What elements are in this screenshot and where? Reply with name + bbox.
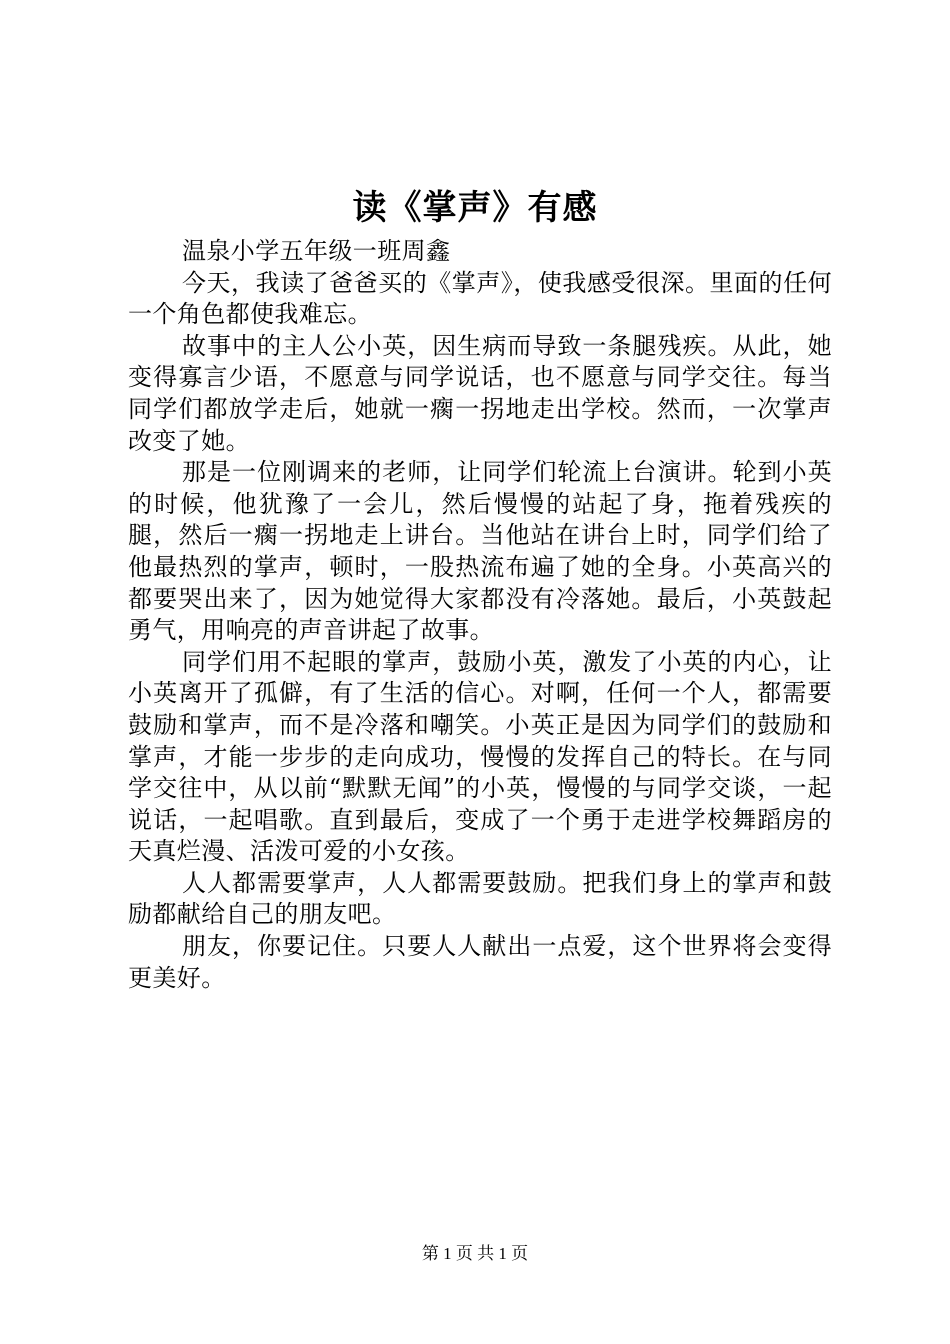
- paragraph-3: 那是一位刚调来的老师，让同学们轮流上台演讲。轮到小英的时候，他犹豫了一会儿，然后慢慢的站起了身，拖着残疾的腿，然后一瘸一拐地走上讲台。当他站在讲台上时，同学们给了他最热烈的掌声，顿时，一股热流布遍了她的全身。小英高兴的都要哭出来了，因为她觉得大家都没有冷落她。最后，小英鼓起勇气，用响亮的声音讲起了故事。: [128, 458, 832, 645]
- paragraph-5: 人人都需要掌声，人人都需要鼓励。把我们身上的掌声和鼓励都献给自己的朋友吧。: [128, 868, 832, 929]
- paragraph-6: 朋友，你要记住。只要人人献出一点爱，这个世界将会变得更美好。: [128, 932, 832, 992]
- paragraph-4: 同学们用不起眼的掌声，鼓励小英，激发了小英的内心，让小英离开了孤僻，有了生活的信心。对啊，任何一个人，都需要鼓励和掌声，而不是冷落和嘲笑。小英正是因为同学们的鼓励和掌声，才能一步步的走向成功，慢慢的发挥自己的特长。在与同学交往中，从以前“默默无闻”的小英，慢慢的与同学交谈，一起说话，一起唱歌。直到最后，变成了一个勇于走进学校舞蹈房的天真烂漫、活泼可爱的小女孩。: [128, 647, 832, 866]
- document-title: 读《掌声》有感: [352, 188, 598, 228]
- document-body: [128, 236, 832, 994]
- author-line: 温泉小学五年级一班周鑫: [182, 237, 451, 265]
- page-footer: 第 1 页 共 1 页: [421, 1244, 529, 1263]
- paragraph-1: 今天，我读了爸爸买的《掌声》，使我感受很深。里面的任何一个角色都使我难忘。: [128, 268, 832, 329]
- paragraph-2: 故事中的主人公小英，因生病而导致一条腿残疾。从此，她变得寡言少语，不愿意与同学说话，也不愿意与同学交往。每当同学们都放学走后，她就一瘸一拐地走出学校。然而，一次掌声改变了她。: [128, 331, 832, 455]
